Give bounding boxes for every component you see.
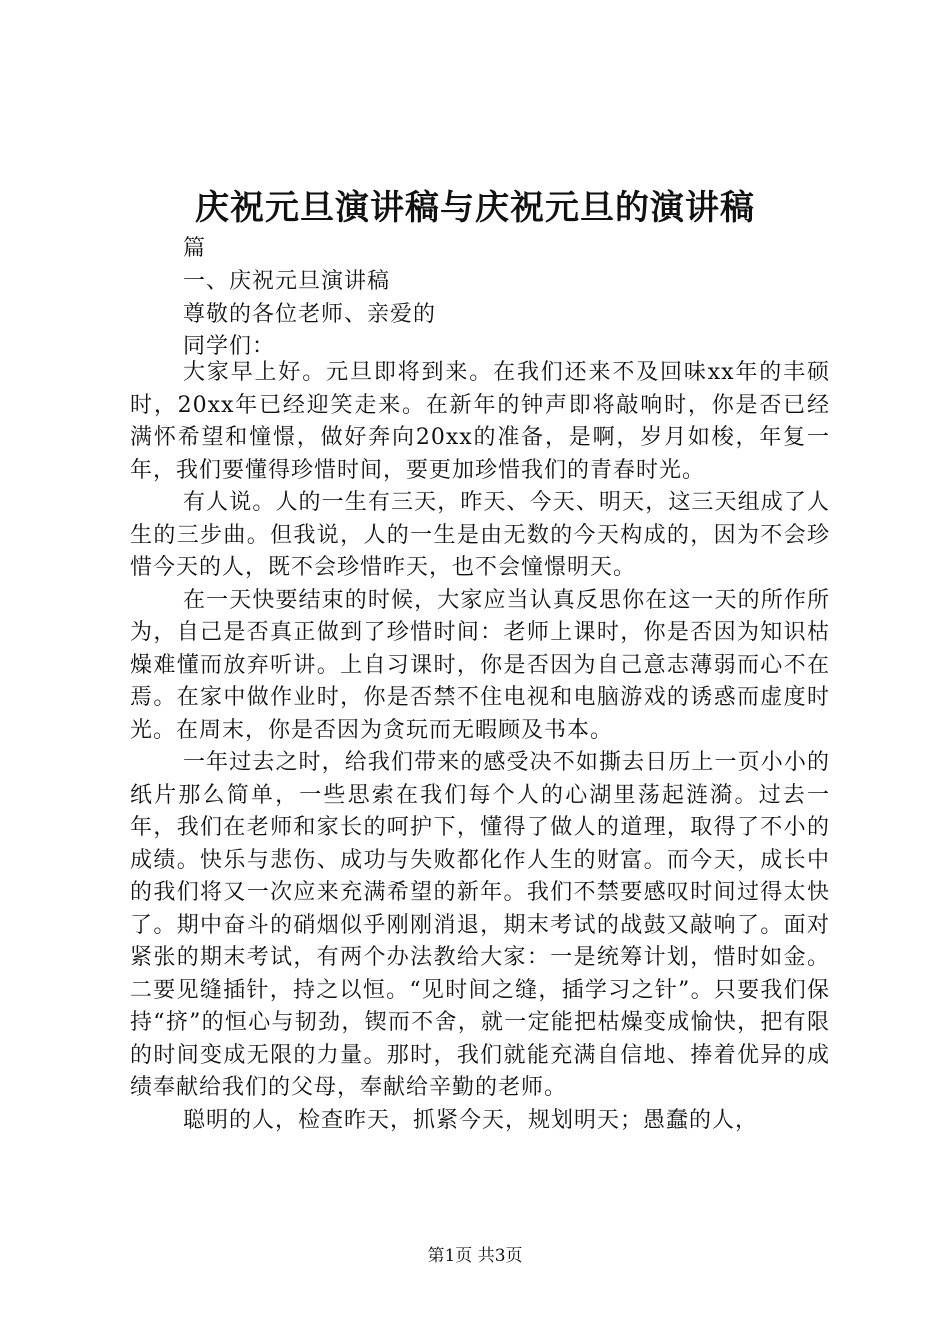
- section-heading: 一、庆祝元旦演讲稿: [183, 269, 391, 294]
- document-title: 庆祝元旦演讲稿与庆祝元旦的演讲稿: [195, 188, 755, 228]
- paragraph: 一年过去之时，给我们带来的感受决不如撕去日历上一页小小的纸片那么简单，一些思索在我们每个人的心湖里荡起涟漪。过去一年，我们在老师和家长的呵护下，懂得了做人的道理，取得了不小的成绩。快乐与悲伤、成功与失败都化作人生的财富。而今天，成长中的我们将又一次应来充满希望的新年。我们不禁要感叹时间过得太快了。期中奋斗的硝烟似乎刚刚消退，期末考试的战鼓又敲响了。面对紧张的期末考试，有两个办法教给大家：一是统筹计划，惜时如金。二要见缝插针，持之以恒。“见时间之缝，插学习之针”。只要我们保持“挤”的恒心与韧劲，锲而不舍，就一定能把枯燥变成愉快，把有限的时间变成无限的力量。那时，我们就能充满自信地、捧着优异的成绩奉献给我们的父母，奉献给辛勤的老师。: [130, 750, 830, 1100]
- paragraph: 在一天快要结束的时候，大家应当认真反思你在这一天的所作所为，自己是否真正做到了珍惜时间：老师上课时，你是否因为知识枯燥难懂而放弃听讲。上自习课时，你是否因为自己意志薄弱而心不在焉。在家中做作业时，你是否禁不住电视和电脑游戏的诱惑而虚度时光。在周末，你是否因为贪玩而无暇顾及书本。: [130, 587, 830, 743]
- section-marker: 篇: [183, 236, 207, 261]
- paragraph: 聪明的人，检查昨天，抓紧今天，规划明天；愚蠢的人，: [183, 1107, 759, 1133]
- paragraph: 有人说。人的一生有三天，昨天、今天、明天，这三天组成了人生的三步曲。但我说，人的一生是由无数的今天构成的，因为不会珍惜今天的人，既不会珍惜昨天，也不会憧憬明天。: [130, 490, 830, 580]
- paragraph: 大家早上好。元旦即将到来。在我们还来不及回味xx年的丰硕时，20xx年已经迎笑走来。在新年的钟声即将敲响时，你是否已经满怀希望和憧憬，做好奔向20xx的准备，是啊，岁月如梭，年复一年，我们要懂得珍惜时间，要更加珍惜我们的青春时光。: [130, 360, 830, 483]
- salutation-line-2: 同学们：: [183, 334, 276, 359]
- page-footer: 第1页 共3页: [427, 1246, 523, 1266]
- document-body: [130, 357, 830, 1137]
- salutation-line-1: 尊敬的各位老师、亲爱的: [183, 302, 437, 327]
